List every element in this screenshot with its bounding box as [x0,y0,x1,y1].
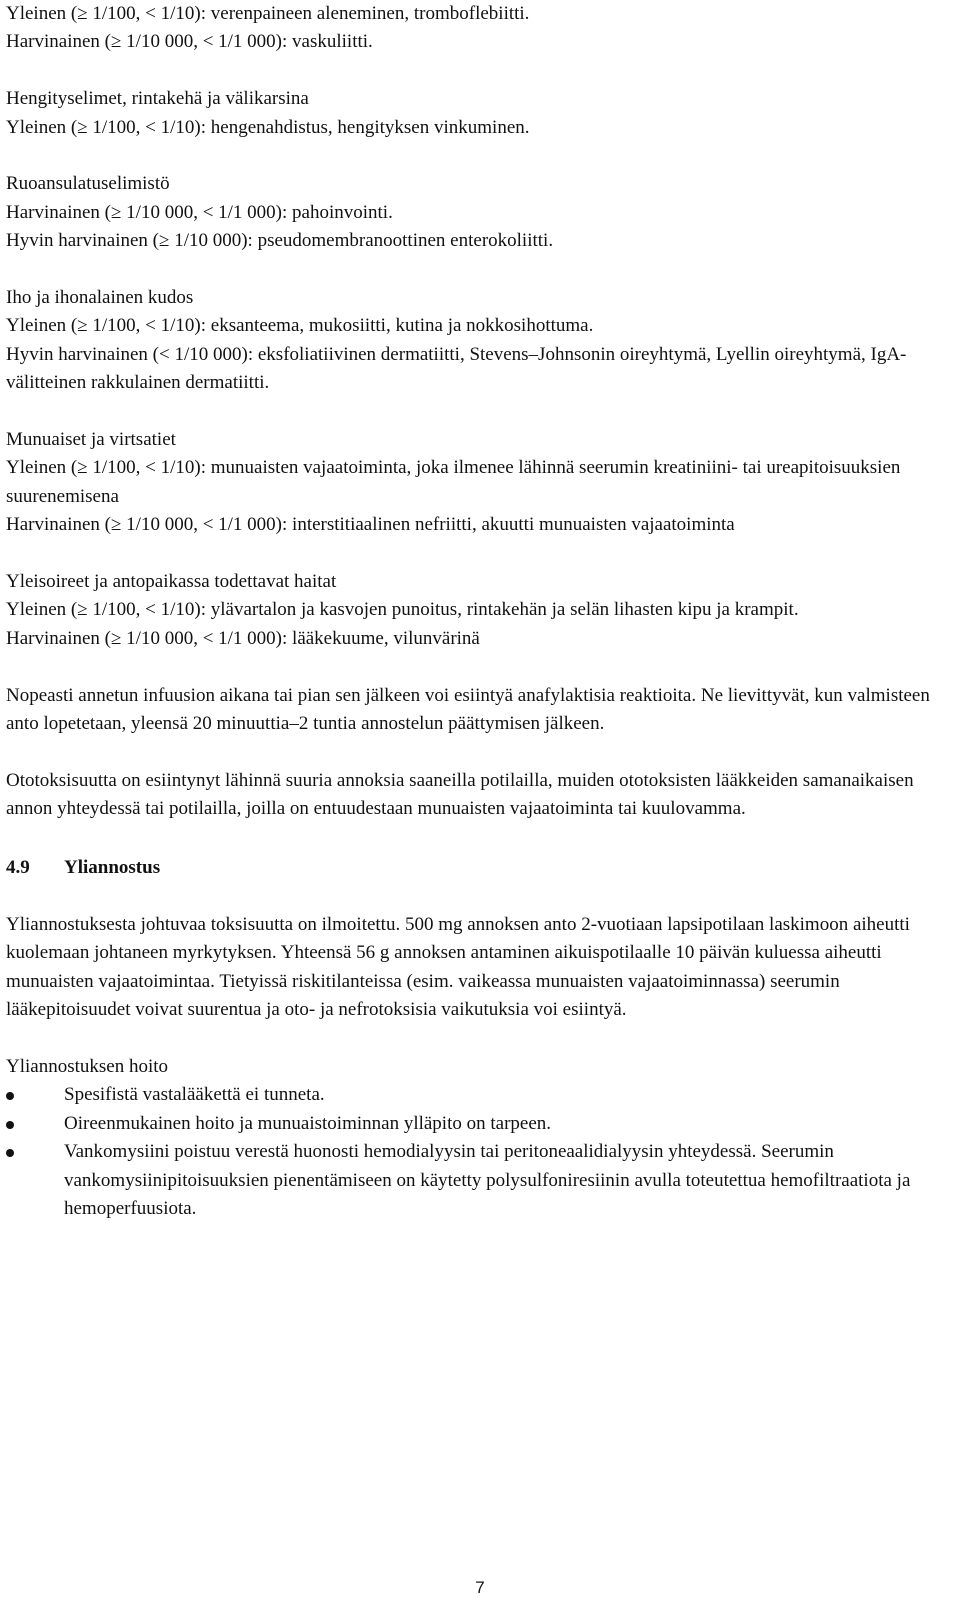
text-line: Yleinen (≥ 1/100, < 1/10): ylävartalon ja kasvojen punoitus, rintakehän ja selän lihasten kipu ja krampit. [6,599,799,621]
section-heading [6,854,936,882]
text-line: Yleinen (≥ 1/100, < 1/10): munuaisten vajaatoiminta, joka ilmenee lähinnä seerumin kreatiniini- tai ureapitoisuuksien suurenemisena [6,457,901,507]
text-line: Yleinen (≥ 1/100, < 1/10): eksanteema, mukosiitti, kutina ja nokkosihottuma. [6,315,594,337]
subsection-title-respiratory: Hengityselimet, rintakehä ja välikarsina [6,88,309,110]
subsection-title-digestive: Ruoansulatuselimistö [6,173,170,195]
text-line: Harvinainen (≥ 1/10 000, < 1/1 000): interstitiaalinen nefriitti, akuutti munuaisten vajaatoiminta [6,514,735,536]
section-number: 4.9 [6,857,30,879]
text-line: Harvinainen (≥ 1/10 000, < 1/1 000): pahoinvointi. [6,201,393,223]
page-number: 7 [475,1578,485,1597]
list-item: Oireenmukainen hoito ja munuaistoiminnan ylläpito on tarpeen. [6,1110,936,1138]
text-line: Hyvin harvinainen (≥ 1/10 000): pseudomembranoottinen enterokoliitti. [6,230,554,252]
treatment-list [6,1081,936,1223]
bullet-icon [6,1121,14,1129]
subsection-title-general: Yleisoireet ja antopaikassa todettavat haitat [6,571,337,593]
bullet-icon [6,1092,14,1100]
text-line: Harvinainen (≥ 1/10 000, < 1/1 000): vaskuliitti. [6,31,373,53]
paragraph-infusion: Nopeasti annetun infuusion aikana tai pian sen jälkeen voi esiintyä anafylaktisia reaktioita. Ne lievittyvät, kun valmisteen anto lopetetaan, yleensä 20 minuuttia–2 tuntia annostelun päättymisen jälkeen. [6,684,930,735]
paragraph-overdose: Yliannostuksesta johtuvaa toksisuutta on ilmoitettu. 500 mg annoksen anto 2-vuotiaan lapsipotilaan laskimoon aiheutti kuolemaan johtaneen myrkytyksen. Yhteensä 56 g annoksen antaminen aikuispotilaalle 10 päivän kuluessa aiheutti munuaisten vajaatoimintaa. Tietyissä riskitilanteissa (esim. vaikeassa munuaisten vajaatoiminnassa) seerumin lääkepitoisuudet voivat suurentua ja oto- ja nefrotoksisia vaikutuksia voi esiintyä. [6,913,910,1021]
text-line: Yleinen (≥ 1/100, < 1/10): hengenahdistus, hengityksen vinkuminen. [6,116,530,138]
text-line: Hyvin harvinainen (< 1/10 000): eksfoliatiivinen dermatiitti, Stevens–Johnsonin oireyhtymä, Lyellin oireyhtymä, IgA-välitteinen rakkulainen dermatiitti. [6,343,907,394]
document-page [6,0,936,1223]
section-title: Yliannostus [64,857,161,879]
paragraph-ototoxicity: Ototoksisuutta on esiintynyt lähinnä suuria annoksia saaneilla potilailla, muiden ototoksisten lääkkeiden samanaikaisen annon yhteydessä tai potilailla, joilla on entuudestaan munuaisten vajaatoiminta tai kuulovamma. [6,769,914,820]
bullet-icon [6,1149,14,1157]
list-item: Spesifistä vastalääkettä ei tunneta. [6,1081,936,1109]
text-line: Yleinen (≥ 1/100, < 1/10): verenpaineen aleneminen, tromboflebiitti. [6,3,530,24]
subsection-title-renal: Munuaiset ja virtsatiet [6,429,176,451]
subsection-title-skin: Iho ja ihonalainen kudos [6,287,194,309]
subsection-title-treatment: Yliannostuksen hoito [6,1055,169,1077]
text-line: Harvinainen (≥ 1/10 000, < 1/1 000): lääkekuume, vilunvärinä [6,627,480,649]
list-item: Vankomysiini poistuu verestä huonosti hemodialyysin tai peritoneaalidialyysin yhteydessä. Seerumin vankomysiinipitoisuuksien pienentämiseen on käytetty polysulfoniresiinin avulla toteutettua hemofiltraatiota ja hemoperfuusiota. [6,1138,936,1223]
